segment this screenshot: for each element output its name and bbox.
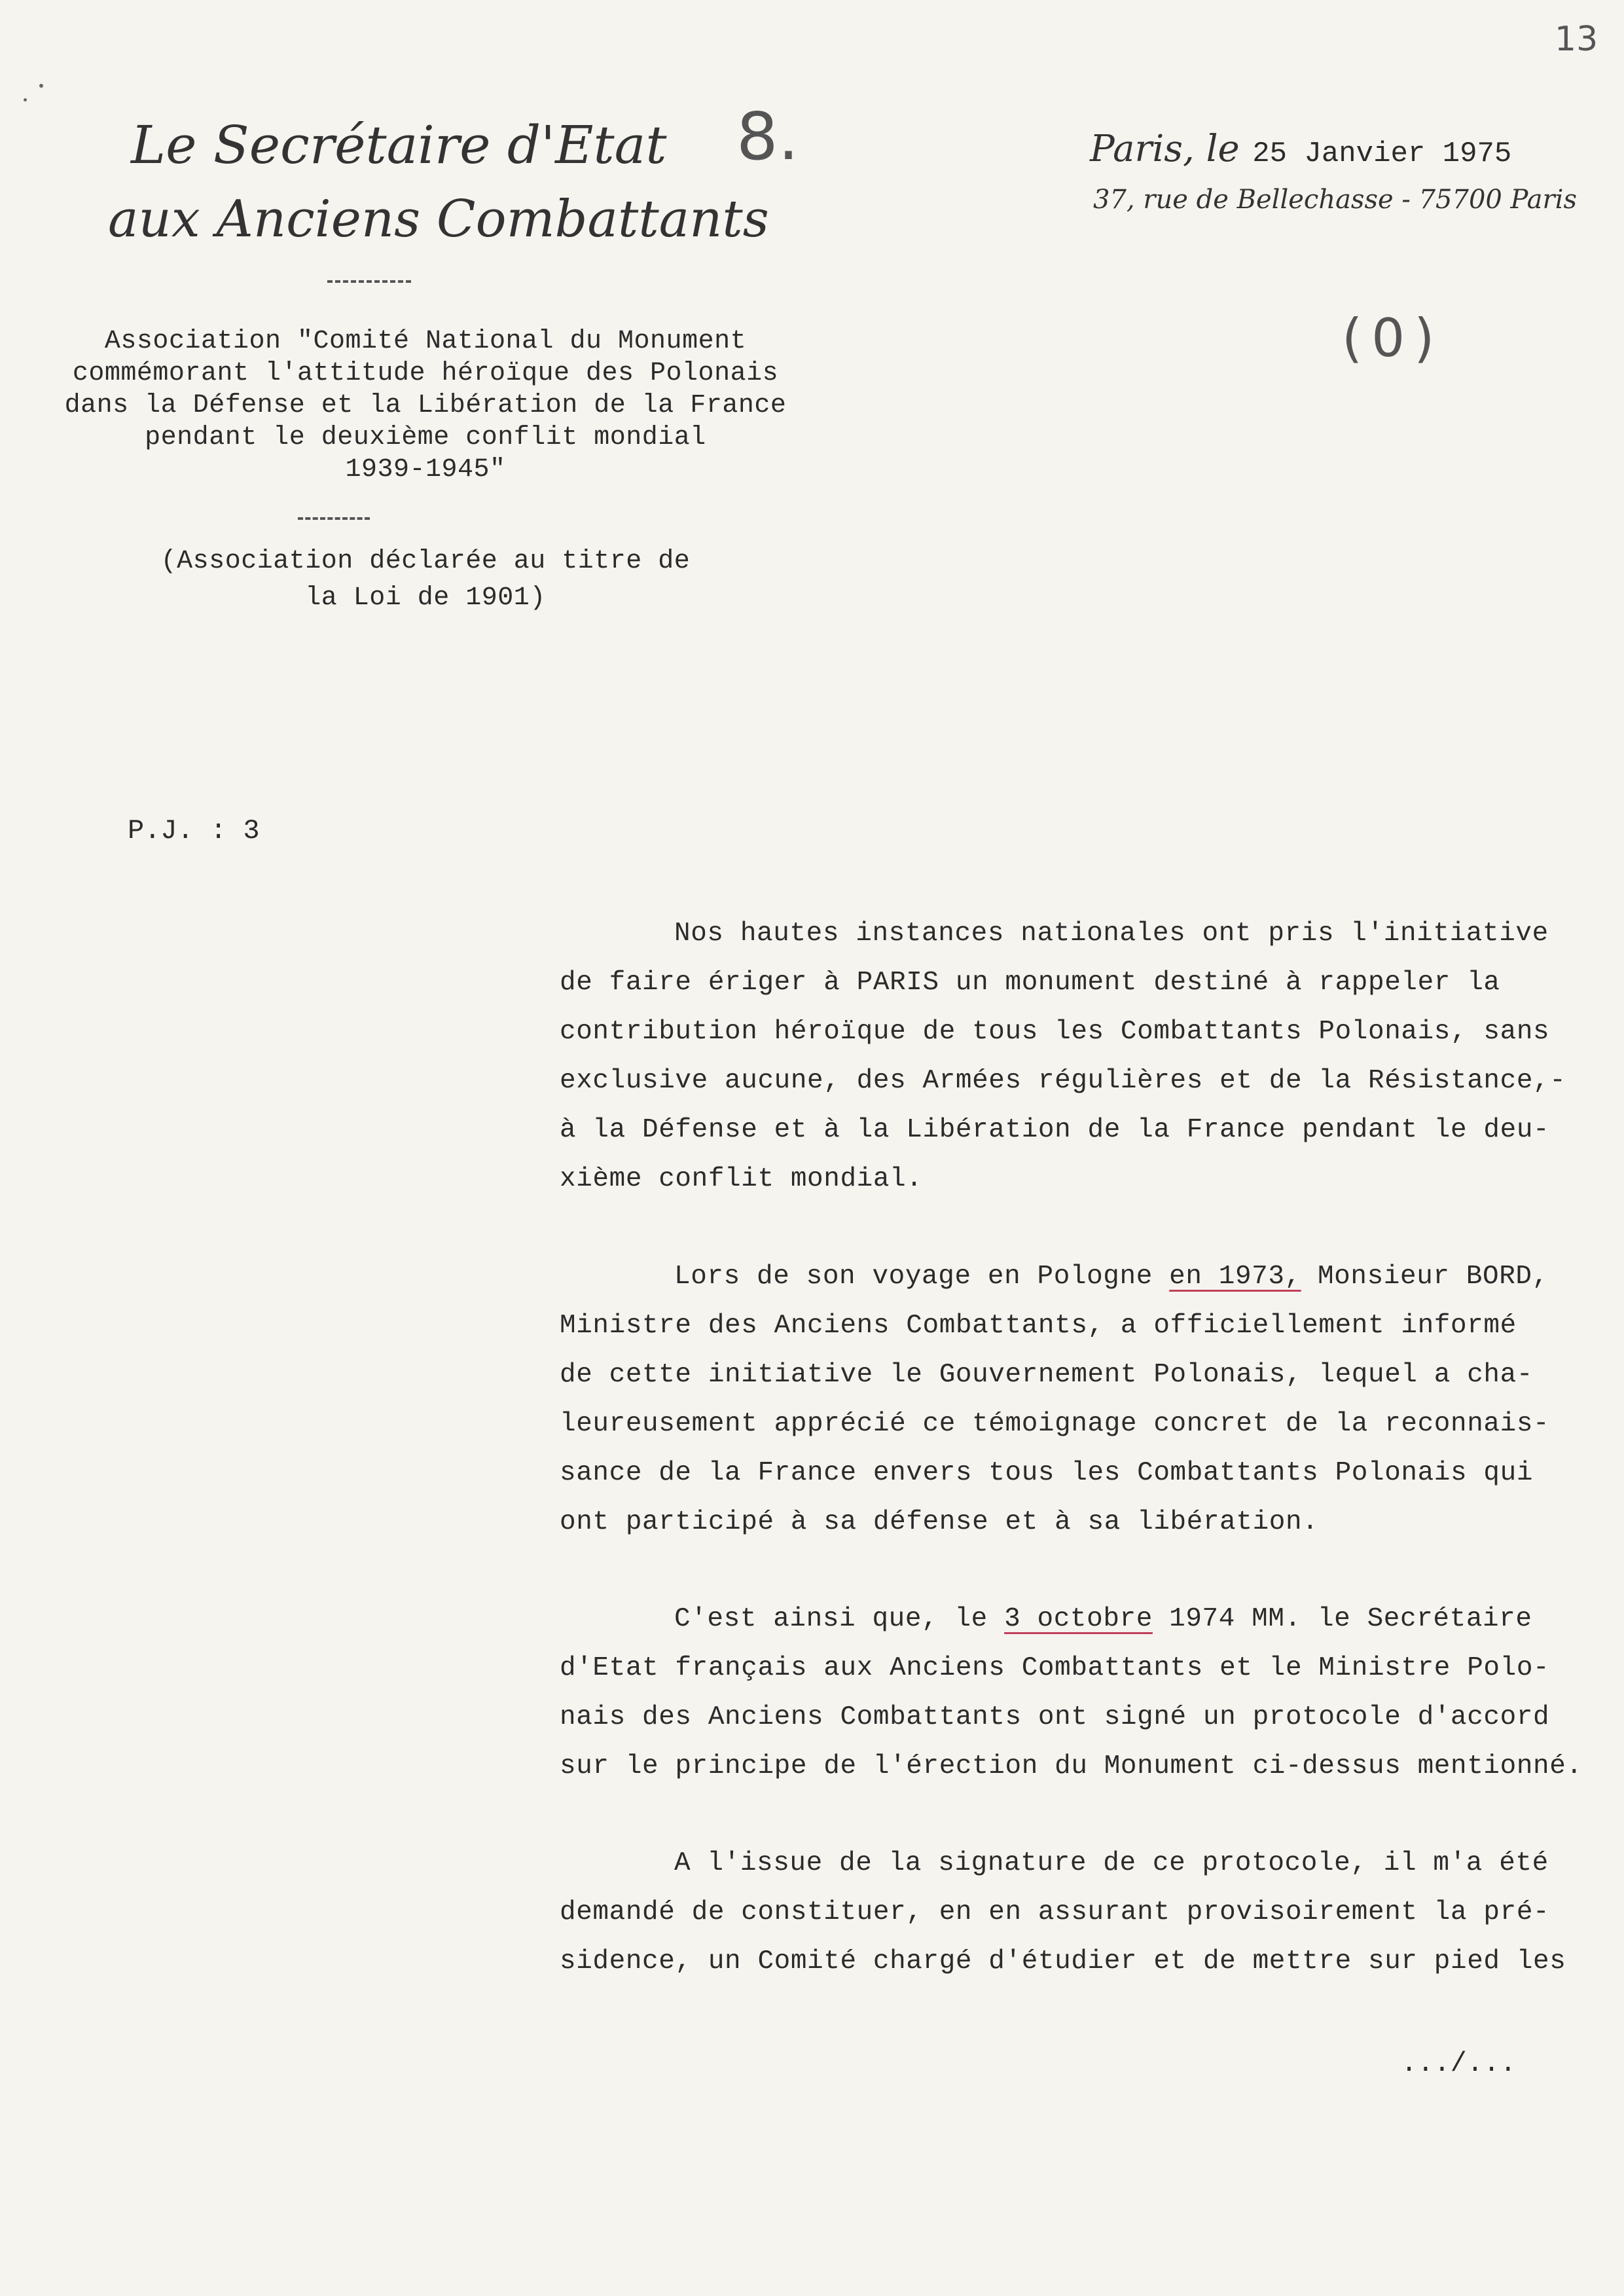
underlined-date: en 1973, bbox=[1169, 1262, 1301, 1292]
letterhead-rule bbox=[327, 280, 411, 283]
body-text: C'est ainsi que, le bbox=[674, 1604, 1005, 1634]
body-text: Lors de son voyage en Pologne bbox=[674, 1262, 1170, 1292]
body-text: 1974 MM. le Secrétaire bbox=[1152, 1604, 1532, 1634]
recipient-note bbox=[39, 543, 812, 617]
body-line: nais des Anciens Combattants ont signé un protocole d'accord bbox=[560, 1702, 1550, 1732]
body-line bbox=[674, 1262, 1549, 1292]
attachments-ref: P.J. : 3 bbox=[128, 815, 260, 847]
body-line: de cette initiative le Gouvernement Polonais, lequel a cha- bbox=[560, 1360, 1534, 1390]
dateline-address: 37, rue de Bellechasse - 75700 Paris bbox=[1093, 185, 1577, 215]
body-line: sance de la France envers tous les Combattants Polonais qui bbox=[560, 1458, 1534, 1488]
dateline-place: Paris, le bbox=[1090, 128, 1240, 170]
body-line: sidence, un Comité chargé d'étudier et de mettre sur pied les bbox=[560, 1946, 1566, 1977]
body-line: à la Défense et à la Libération de la France pendant le deu- bbox=[560, 1115, 1550, 1145]
recipient-rule bbox=[298, 517, 370, 520]
dateline-date: 25 Janvier 1975 bbox=[1252, 137, 1512, 170]
body-line: A l'issue de la signature de ce protocole, il m'a été bbox=[674, 1848, 1549, 1878]
letterhead-line1: Le Secrétaire d'Etat bbox=[131, 115, 667, 175]
body-line: sur le principe de l'érection du Monument ci-dessus mentionné. bbox=[560, 1751, 1583, 1781]
recipient-note-line: la Loi de 1901) bbox=[305, 583, 546, 613]
recipient-line: 1939-1945" bbox=[345, 455, 506, 484]
body-line: d'Etat français aux Anciens Combattants et le Ministre Polo- bbox=[560, 1653, 1550, 1683]
speck bbox=[24, 98, 27, 101]
body-line: contribution héroïque de tous les Combattants Polonais, sans bbox=[560, 1017, 1550, 1047]
margin-mark: 8. bbox=[736, 98, 799, 175]
recipient-line: commémorant l'attitude héroïque des Polonais bbox=[72, 359, 779, 388]
speck bbox=[39, 84, 43, 88]
recipient-line: pendant le deuxième conflit mondial bbox=[145, 423, 706, 452]
body-line: demandé de constituer, en en assurant provisoirement la pré- bbox=[560, 1897, 1550, 1927]
body-line: xième conflit mondial. bbox=[560, 1164, 923, 1194]
body-line: Nos hautes instances nationales ont pris l'initiative bbox=[674, 919, 1549, 949]
recipient-line: Association "Comité National du Monument bbox=[104, 327, 747, 356]
continuation-mark: .../... bbox=[1401, 2048, 1517, 2079]
recipient-note-line: (Association déclarée au titre de bbox=[160, 547, 691, 576]
recipient-block bbox=[39, 325, 812, 486]
body-line: leureusement apprécié ce témoignage concret de la reconnais- bbox=[560, 1409, 1550, 1439]
body-line: Ministre des Anciens Combattants, a officiellement informé bbox=[560, 1311, 1517, 1341]
page-number: 13 bbox=[1555, 20, 1598, 59]
body-line: ont participé à sa défense et à sa libération. bbox=[560, 1507, 1319, 1537]
body-line: de faire ériger à PARIS un monument destiné à rappeler la bbox=[560, 968, 1500, 998]
letterhead-line2: aux Anciens Combattants bbox=[108, 190, 769, 249]
annotation-mark: (0) bbox=[1342, 308, 1444, 369]
body-text: Monsieur BORD, bbox=[1301, 1262, 1549, 1292]
underlined-date: 3 octobre bbox=[1004, 1604, 1153, 1634]
body-line bbox=[674, 1604, 1532, 1634]
body-line: exclusive aucune, des Armées régulières et de la Résistance,- bbox=[560, 1066, 1566, 1096]
dateline bbox=[1090, 128, 1511, 170]
recipient-line: dans la Défense et la Libération de la France bbox=[64, 391, 787, 420]
